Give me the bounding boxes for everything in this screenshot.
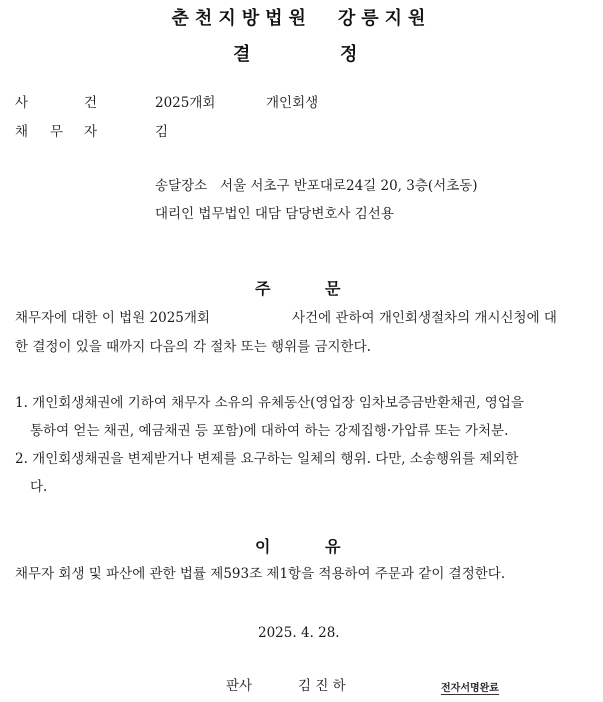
debtor-label-char: 채 — [15, 124, 29, 140]
debtor-label-char: 자 — [84, 124, 98, 140]
order-intro-line1-b: 사건에 관하여 개인회생절차의 개시신청에 대 — [292, 310, 557, 326]
doc-title-left: 결 — [233, 44, 251, 65]
order-intro-line2: 한 결정이 있을 때까지 다음의 각 절차 또는 행위를 금지한다. — [15, 339, 371, 355]
judge-title: 판사 — [226, 678, 253, 694]
court-name: 춘천지방법원 — [171, 8, 312, 29]
address-label: 송달장소 — [155, 178, 208, 194]
court-header — [0, 4, 603, 30]
decision-date: 2025. 4. 28. — [258, 625, 340, 641]
reason-heading-right: 유 — [325, 537, 341, 556]
order-item-1-line2: 통하여 얻는 채권, 예금채권 등 포함)에 대하여 하는 강제집행·가압류 또는 가처분. — [30, 423, 509, 439]
order-item-2-line2: 다. — [30, 479, 48, 495]
case-name: 개인회생 — [266, 95, 319, 111]
doc-title-right: 정 — [340, 44, 358, 65]
order-heading-right: 문 — [325, 279, 341, 298]
reason-heading-left: 이 — [255, 537, 271, 556]
case-label-char: 건 — [84, 95, 98, 111]
case-label-char: 사 — [15, 95, 29, 111]
agent-line: 대리인 법무법인 대담 담당변호사 김선용 — [155, 206, 394, 222]
case-number: 2025개회 — [155, 95, 216, 111]
debtor-name: 김 — [155, 124, 169, 140]
judge-name: 김 진 하 — [298, 678, 346, 694]
court-branch: 강릉지원 — [337, 8, 432, 29]
delivery-address-line — [155, 176, 478, 196]
e-signature-stamp: 전자서명완료 — [441, 679, 499, 695]
order-item-1-line1: 1. 개인회생채권에 기하여 채무자 소유의 유체동산(영업장 임차보증금반환채권, 영업을 — [15, 395, 524, 411]
order-heading-left: 주 — [255, 279, 271, 298]
order-intro-line1-a: 채무자에 대한 이 법원 2025개회 — [15, 310, 210, 326]
reason-text: 채무자 회생 및 파산에 관한 법률 제593조 제1항을 적용하여 주문과 같이 결정한다. — [15, 566, 506, 582]
debtor-label-char: 무 — [50, 124, 64, 140]
address: 서울 서초구 반포대로24길 20, 3층(서초동) — [220, 178, 478, 194]
order-item-2-line1: 2. 개인회생채권을 변제받거나 변제를 요구하는 일체의 행위. 다만, 소송행위를 제외한 — [15, 451, 519, 467]
